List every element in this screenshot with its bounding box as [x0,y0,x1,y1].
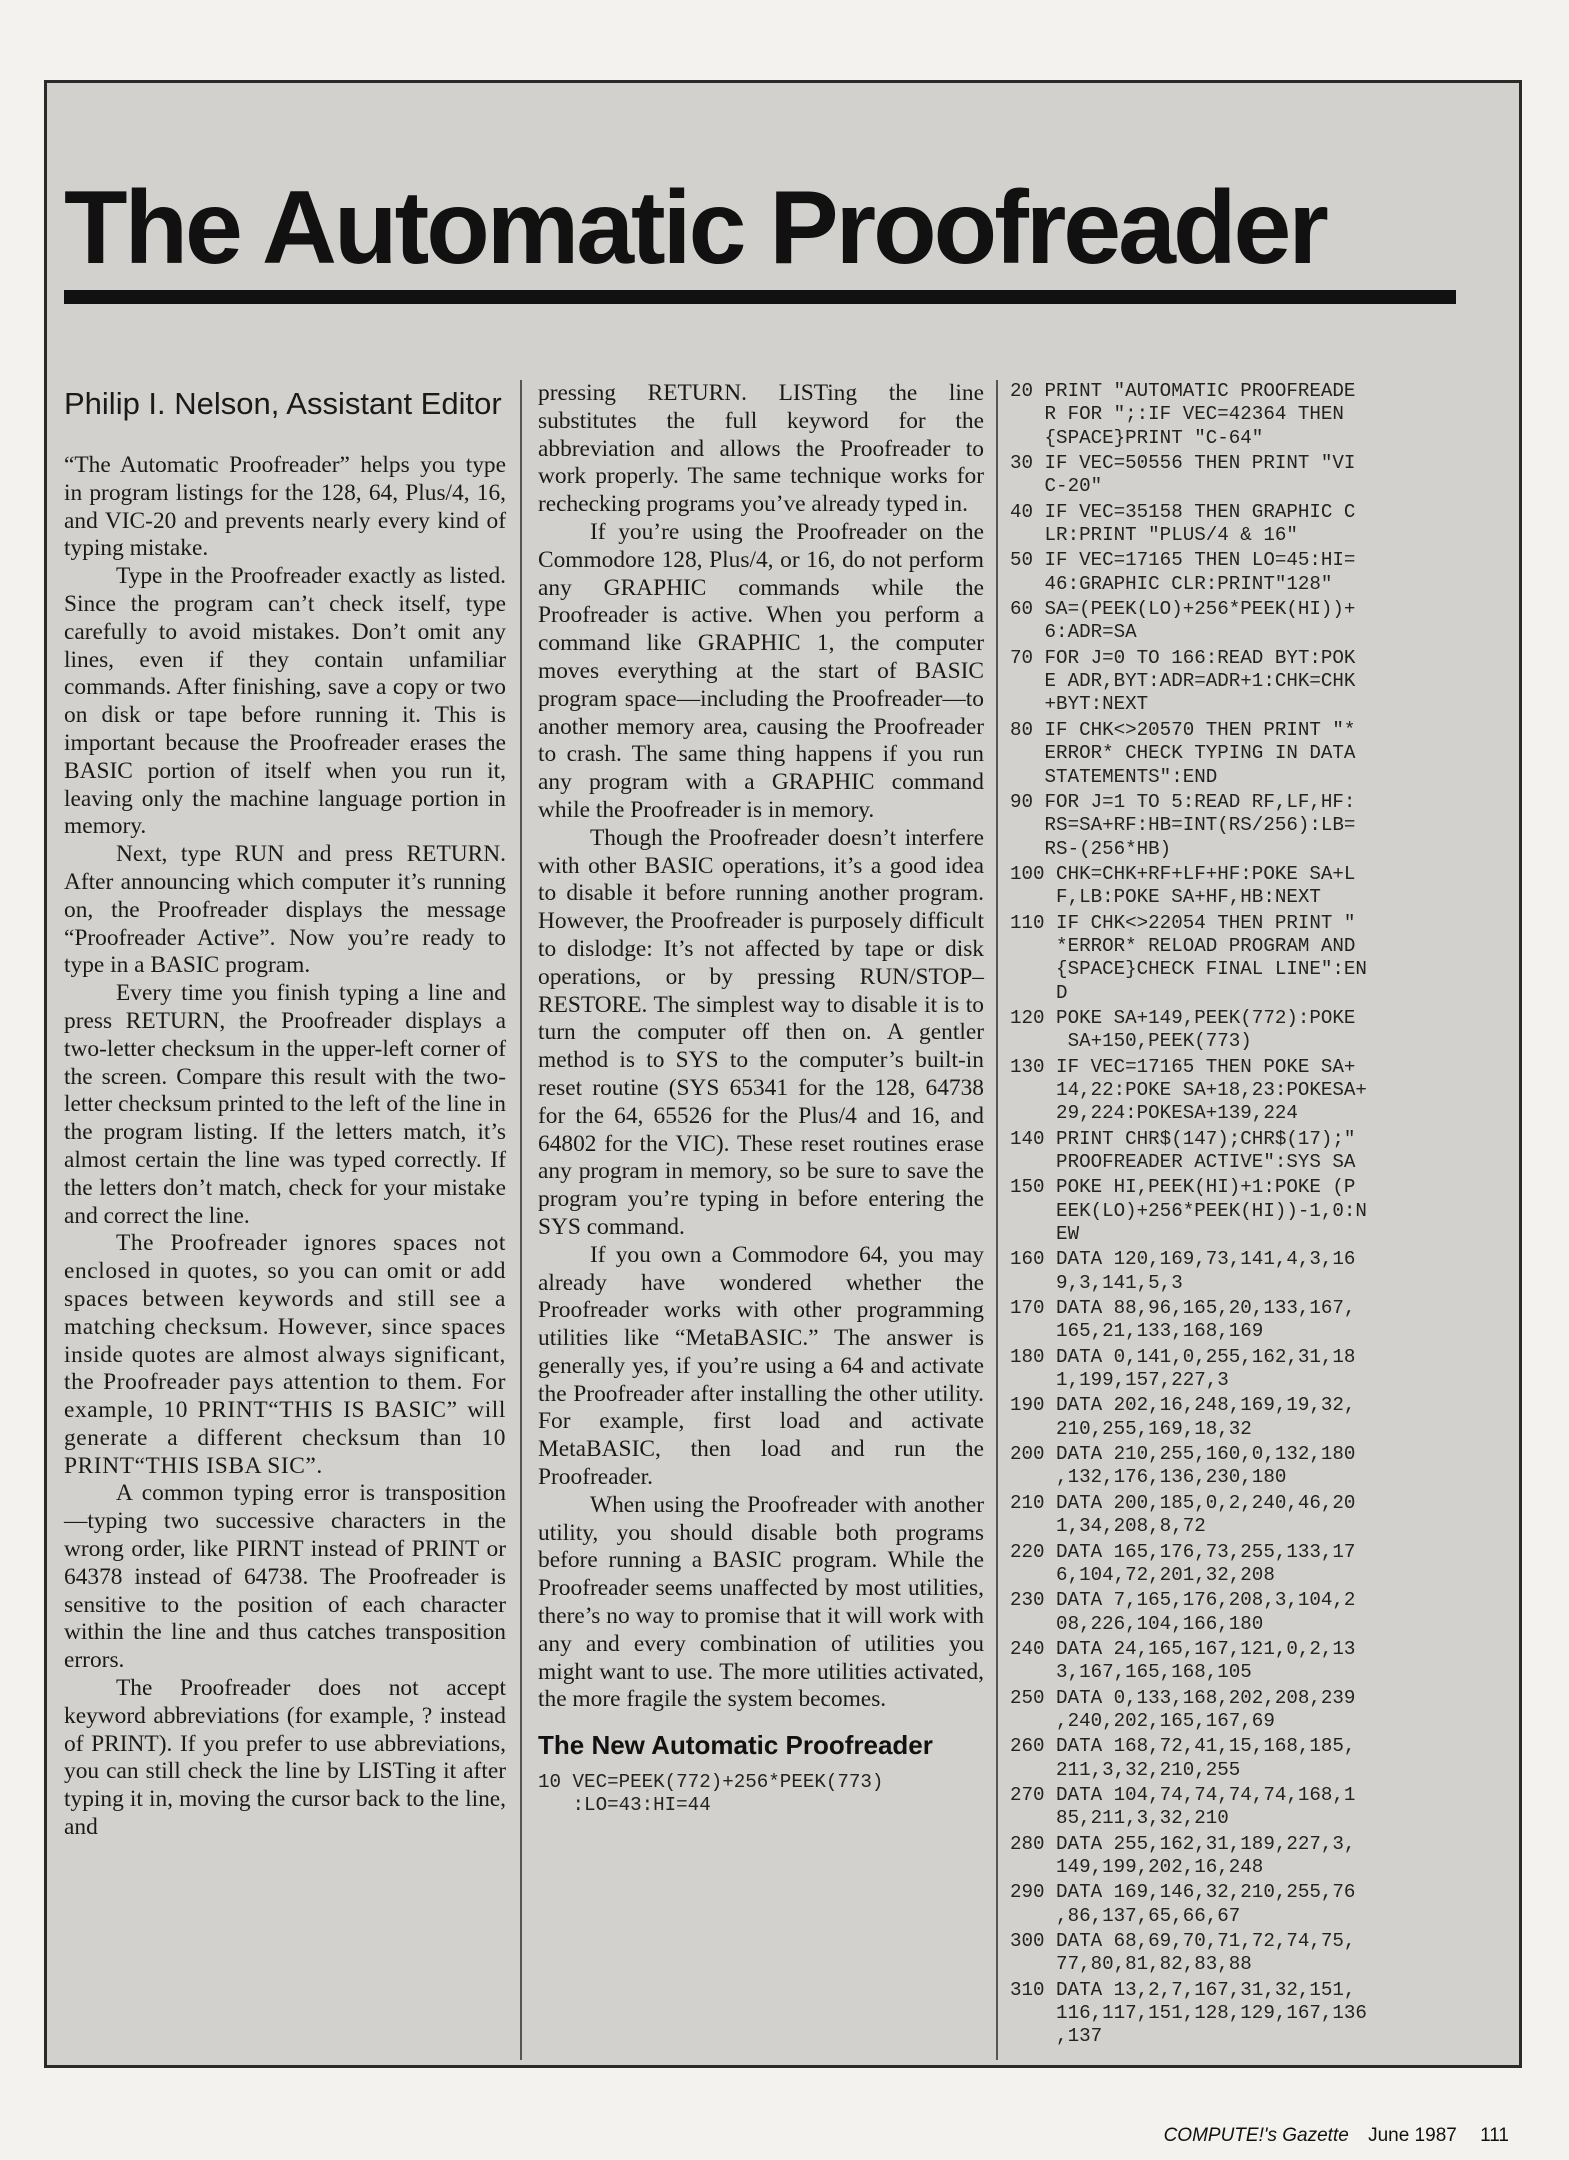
section-heading: The New Automatic Proofreader [538,1730,933,1761]
paragraph: The Proofreader ignores spaces not enclosed in quotes, so you can omit or add spaces between keywords and still see a matching checksum. However, since spaces inside quotes are almost always significant, the Proofreader pays attention to them. For example, 10 PRINT“THIS IS BASIC” will generate a different checksum than 10 PRINT“THIS ISBA SIC”. [64,1230,506,1479]
listing-line: 270 DATA 104,74,74,74,74,168,1 85,211,3,32,210 [1010,1783,1356,1830]
listing-line: 280 DATA 255,162,31,189,227,3, 149,199,202,16,248 [1010,1832,1356,1878]
listing-line: 200 DATA 210,255,160,0,132,180 ,132,176,136,230,180 [1010,1443,1356,1489]
paragraph: Type in the Proofreader exactly as listed. Since the program can’t check itself, type carefully to avoid mistakes. Don’t omit any lines, even if they contain unfamiliar commands. After finishing, save a copy or two on disk or tape before running it. This is important because the Proofreader erases the BASIC portion of itself when you run it, leaving only the machine language portion in memory. [64,563,506,840]
paragraph: If you’re using the Proofreader on the Commodore 128, Plus/4, or 16, do not perform any GRAPHIC commands while the Proofreader is active. When you perform a command like GRAPHIC 1, the computer moves everything at the start of BASIC program space—including the Proofreader—to another memory area, causing the Proofreader to crash. The same thing happens if you run any program with a GRAPHIC command while the Proofreader is in memory. [538,518,984,823]
paragraph: pressing RETURN. LISTing the line substitutes the full keyword for the abbreviation and allows the Proofreader to work properly. The same technique works for rechecking programs you’ve already typed in. [538,380,984,518]
article-title: The Automatic Proofreader [64,170,1326,286]
listing-line: 180 DATA 0,141,0,255,162,31,18 1,199,157,227,3 [1010,1345,1356,1392]
program-listing [538,1771,984,1817]
paragraph: Next, type RUN and press RETURN. After announcing which computer it’s running on, the Proofreader displays the message “Proofreader Active”. Now you’re ready to type in a BASIC program. [64,841,506,979]
column-divider [520,380,522,2060]
paragraph: The Proofreader does not accept keyword abbreviations (for example, ? instead of PRINT). If you prefer to use abbreviations, you can still check the line by LISTing it after typing it in, moving the cursor back to the line, and [64,1675,506,1841]
listing-line: 50 IF VEC=17165 THEN LO=45:HI= 46:GRAPHIC CLR:PRINT"128" [1010,549,1356,595]
column-3 [1010,380,1452,2051]
column-divider [996,380,998,2060]
listing-line: 120 POKE SA+149,PEEK(772):POKE SA+150,PEEK(773) [1010,1006,1356,1053]
page-number: 111 [1480,2125,1509,2146]
listing-line: 140 PRINT CHR$(147);CHR$(17);" PROOFREADER ACTIVE":SYS SA [1010,1127,1356,1173]
magazine-name: COMPUTE!'s Gazette [1163,2125,1349,2146]
listing-line: 60 SA=(PEEK(LO)+256*PEEK(HI))+ 6:ADR=SA [1010,598,1356,644]
paragraph: Every time you finish typing a line and press RETURN, the Proofreader displays a two-letter checksum in the upper-left corner of the screen. Compare this result with the two-letter checksum printed to the left of the line in the program listing. If the letters match, it’s almost certain the line was typed correctly. If the letters don’t match, check for your mistake and correct the line. [64,980,506,1229]
column-2 [538,380,984,1819]
listing-line: 220 DATA 165,176,73,255,133,17 6,104,72,201,32,208 [1010,1540,1356,1586]
paragraph: Though the Proofreader doesn’t interfere with other BASIC operations, it’s a good idea to disable it before running another program. However, the Proofreader is purposely difficult to dislodge: It’s not affected by tape or disk operations, or by pressing RUN/STOP–RESTORE. The simplest way to disable it is to turn the computer off then on. A gentler method is to SYS to the computer’s built-in reset routine (SYS 65341 for the 128, 64738 for the 64, 65526 for the Plus/4 and 16, and 64802 for the VIC). These reset routines erase any program in memory, so be sure to save the program you’re typing in before entering the SYS command. [538,824,984,1240]
program-listing [1010,380,1452,2049]
listing-line: 110 IF CHK<>22054 THEN PRINT " *ERROR* RELOAD PROGRAM AND {SPACE}CHECK FINAL LINE":EN D [1010,911,1367,1004]
listing-line: 20 PRINT "AUTOMATIC PROOFREADE R FOR ";:IF VEC=42364 THEN {SPACE}PRINT "C-64" [1010,380,1356,449]
listing-line: 90 FOR J=1 TO 5:READ RF,LF,HF: RS=SA+RF:HB=INT(RS/256):LB= RS-(256*HB) [1010,790,1356,860]
listing-line: 300 DATA 68,69,70,71,72,74,75, 77,80,81,82,83,88 [1010,1930,1356,1976]
listing-line: 160 DATA 120,169,73,141,4,3,16 9,3,141,5,3 [1010,1248,1356,1294]
paragraph: “The Automatic Proofreader” helps you type in program listings for the 128, 64, Plus/4, 16, and VIC-20 and prevents nearly every kind of typing mistake. [64,452,506,562]
listing-line: 230 DATA 7,165,176,208,3,104,2 08,226,104,166,180 [1010,1589,1356,1635]
column-1 [64,386,506,1842]
paragraph: When using the Proofreader with another utility, you should disable both programs before running a BASIC program. While the Proofreader seems unaffected by most utilities, there’s no way to promise that it will work with any and every combination of utilities you might want to use. The more utilities activated, the more fragile the system becomes. [538,1491,984,1713]
listing-line: 150 POKE HI,PEEK(HI)+1:POKE (P EEK(LO)+256*PEEK(HI))-1,0:N EW [1010,1176,1367,1246]
paragraph: A common typing error is transposition—typing two successive characters in the wrong order, like PIRNT instead of PRINT or 64378 instead of 64738. The Proofreader is sensitive to the position of each character within the line and thus catches transposition errors. [64,1480,506,1674]
listing-line: 100 CHK=CHK+RF+LF+HF:POKE SA+L F,LB:POKE SA+HF,HB:NEXT [1010,862,1356,909]
listing-line: 240 DATA 24,165,167,121,0,2,13 3,167,165,168,105 [1010,1637,1356,1684]
page-footer [1164,2125,1509,2147]
paragraph: If you own a Commodore 64, you may already have wondered whether the Proofreader works with other programming utilities like “MetaBASIC.” The answer is generally yes, if you’re using a 64 and activate the Proofreader after installing the other utility. For example, first load and activate MetaBASIC, then load and run the Proofreader. [538,1241,984,1491]
listing-line: 310 DATA 13,2,7,167,31,32,151, 116,117,151,128,129,167,136 ,137 [1010,1978,1367,2048]
listing-line: 80 IF CHK<>20570 THEN PRINT "* ERROR* CHECK TYPING IN DATA STATEMENTS":END [1010,718,1356,788]
listing-line: 10 VEC=PEEK(772)+256*PEEK(773) :LO=43:HI=44 [538,1771,884,1817]
listing-line: 290 DATA 169,146,32,210,255,76 ,86,137,65,66,67 [1010,1881,1356,1927]
title-rule [64,290,1456,304]
listing-line: 250 DATA 0,133,168,202,208,239 ,240,202,165,167,69 [1010,1686,1356,1732]
listing-line: 40 IF VEC=35158 THEN GRAPHIC C LR:PRINT "PLUS/4 & 16" [1010,500,1356,547]
listing-line: 210 DATA 200,185,0,2,240,46,20 1,34,208,8,72 [1010,1491,1356,1538]
listing-line: 70 FOR J=0 TO 166:READ BYT:POK E ADR,BYT:ADR=ADR+1:CHK=CHK +BYT:NEXT [1010,646,1356,716]
issue-date: June 1987 [1368,2125,1457,2146]
byline: Philip I. Nelson, Assistant Editor [64,386,502,421]
listing-line: 260 DATA 168,72,41,15,168,185, 211,3,32,210,255 [1010,1735,1356,1781]
listing-line: 130 IF VEC=17165 THEN POKE SA+ 14,22:POKE SA+18,23:POKESA+ 29,224:POKESA+139,224 [1010,1055,1367,1125]
listing-line: 170 DATA 88,96,165,20,133,167, 165,21,133,168,169 [1010,1297,1356,1343]
listing-line: 190 DATA 202,16,248,169,19,32, 210,255,169,18,32 [1010,1394,1356,1440]
listing-line: 30 IF VEC=50556 THEN PRINT "VI C-20" [1010,452,1356,498]
